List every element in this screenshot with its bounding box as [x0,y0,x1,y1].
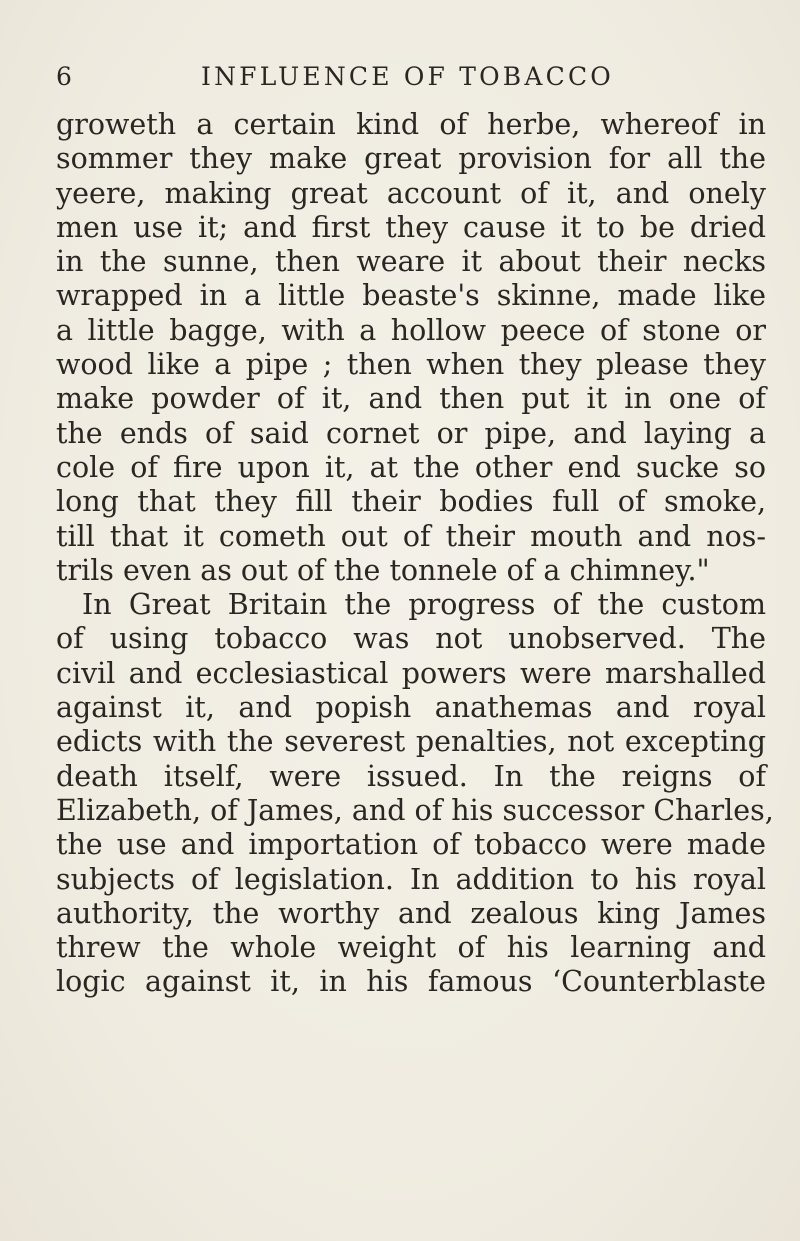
text-line: long that they fill their bodies full of smoke, [56,485,766,519]
text-line: edicts with the severest penalties, not excepting [56,725,766,759]
running-title: INFLUENCE OF TOBACCO [201,62,614,91]
text-line: logic against it, in his famous ‘Counterblaste [56,965,766,999]
text-line: civil and ecclesiastical powers were marshalled [56,656,766,690]
text-line: trils even as out of the tonnele of a chimney." [56,553,710,587]
text-line: Elizabeth, of James, and of his successor Charles, [56,793,774,827]
text-line: sommer they make great provision for all the [56,142,766,176]
text-line: the ends of said cornet or pipe, and laying a [56,416,766,450]
text-line: make powder of it, and then put it in one of [56,382,766,416]
text-line: till that it cometh out of their mouth and nos- [56,519,766,553]
text-line: the use and importation of tobacco were made [56,828,766,862]
text-line: cole of fire upon it, at the other end sucke so [56,450,766,484]
text-line: threw the whole weight of his learning and [56,931,766,965]
text-line: in the sunne, then weare it about their necks [56,245,766,279]
page-header [56,62,756,102]
text-line: of using tobacco was not unobserved. The [56,622,766,656]
text-line: authority, the worthy and zealous king James [56,896,766,930]
text-line: groweth a certain kind of herbe, whereof in [56,108,766,141]
text-line: subjects of legislation. In addition to his royal [56,862,766,896]
text-line: In Great Britain the progress of the custom [82,588,766,622]
body-text [56,108,774,1000]
text-line: men use it; and first they cause it to be dried [56,210,766,244]
text-line: yeere, making great account of it, and onely [56,176,766,210]
text-line: wood like a pipe ; then when they please they [56,348,766,382]
text-line: death itself, were issued. In the reigns of [56,759,766,793]
text-line: wrapped in a little beaste's skinne, made like [56,279,766,313]
text-line: against it, and popish anathemas and royal [56,691,766,725]
text-line: a little bagge, with a hollow peece of stone or [56,313,766,347]
page-number: 6 [56,62,76,91]
